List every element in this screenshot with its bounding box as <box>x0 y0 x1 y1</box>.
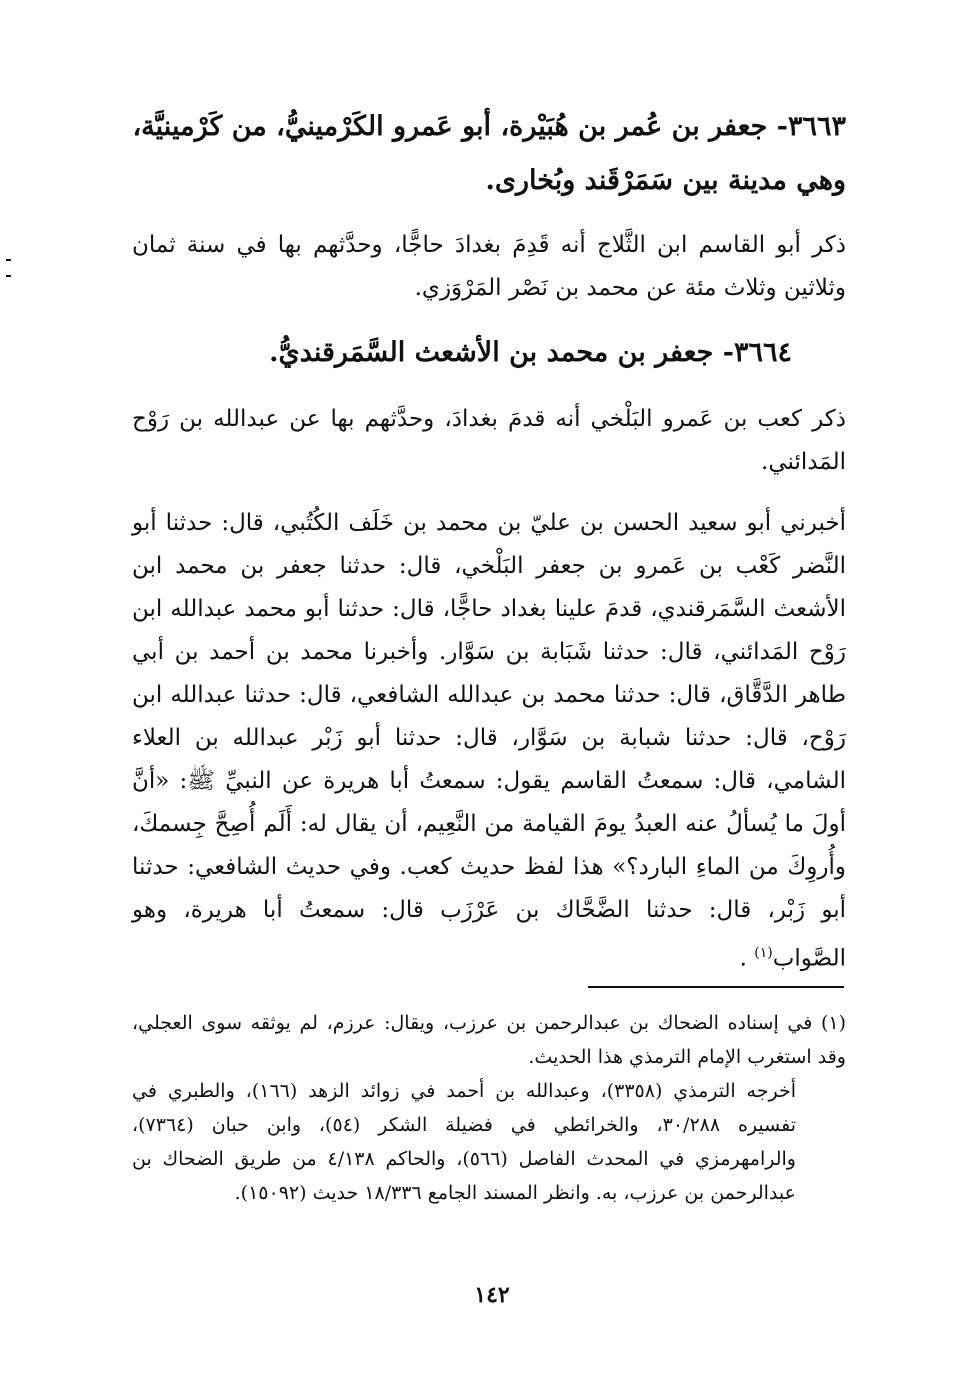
hadith-text <box>132 502 846 981</box>
footnote-separator <box>588 986 844 988</box>
margin-mark <box>6 259 11 277</box>
hadith-end: . <box>739 945 747 972</box>
entry-heading-3664: ٣٦٦٤- جعفر بن محمد بن الأشعث السَّمَرقنديُّ. <box>269 337 792 368</box>
hadith-body: أخبرني أبو سعيد الحسن بن عليّ بن محمد بن خَلَف الكُتُبي، قال: حدثنا أبو النَّضر كَعْب بن عَمرو بن جعفر البَلْخي، قال: حدثنا جعفر بن محمد ابن الأشعث السَّمَرقندي، قدمَ علينا بغداد حاجًّا، قال: حدثنا أبو محمد عبدالله ابن رَوْح المَدائني، قال: حدثنا شَبَابة بن سَوَّار. وأخبرنا محمد بن أحمد بن أبي طاهر الدَّقَّاق، قال: حدثنا محمد بن عبدالله الشافعي، قال: حدثنا عبدالله ابن رَوْح، قال: حدثنا شبابة بن سَوَّار، قال: حدثنا أبو زَبْر عبدالله بن العلاء الشامي، قال: سمعتُ القاسم يقول: سمعتُ أبا هريرة عن النبيِّ ﷺ: «أنَّ أولَ ما يُسألُ عنه العبدُ يومَ القيامة من النَّعِيم، أن يقال له: أَلَم أُصِحَّ جِسمكَ، وأُروِكَ من الماءِ البارد؟» هذا لفظ حديث كعب. وفي حديث الشافعي: حدثنا أبو زَبْر، قال: حدثنا الضَّحَّاك بن عَرْزَب قال: سمعتُ أبا هريرة، وهو الصَّواب <box>132 510 846 972</box>
footnote-ref: (١) <box>754 945 773 961</box>
page-number: ١٤٢ <box>474 1282 510 1308</box>
footnote-1: (١) في إسناده الضحاك بن عبدالرحمن بن عرزب، ويقال: عرزم، لم يوثقه سوى العجلي، وقد استغرب الإمام الترمذي هذا الحديث. <box>132 1012 846 1068</box>
entry-heading-3663: ٣٦٦٣- جعفر بن عُمر بن هُبَيْرة، أبو عَمرو الكَرْمينيُّ، من كَرْمينيَّة، وهي مدينة بين سَمَرْقَند وبُخارى. <box>132 111 846 196</box>
entry-body-3664: ذكر كعب بن عَمرو البَلْخي أنه قدمَ بغدادَ، وحدَّثهم بها عن عبدالله بن رَوْح المَدائني. <box>132 406 846 475</box>
entry-body-3663: ذكر أبو القاسم ابن الثَّلاج أنه قَدِمَ بغدادَ حاجًّا، وحدَّثهم بها في سنة ثمان وثلاثين وثلاث مئة عن محمد بن نَصْر المَرْوَزي. <box>132 232 846 301</box>
footnote-2: أخرجه الترمذي (٣٣٥٨)، وعبدالله بن أحمد في زوائد الزهد (١٦٦)، والطبري في تفسيره ٣٠/٢٨٨، والخرائطي في فضيلة الشكر (٥٤)، وابن حبان (٧٣٦٤)، والرامهرمزي في المحدث الفاصل (٥٦٦)، والحاكم ٤/١٣٨ من طريق الضحاك بن عبدالرحمن بن عرزب، به. وانظر المسند الجامع ١٨/٣٣٦ حديث (١٥٠٩٢). <box>132 1080 797 1204</box>
